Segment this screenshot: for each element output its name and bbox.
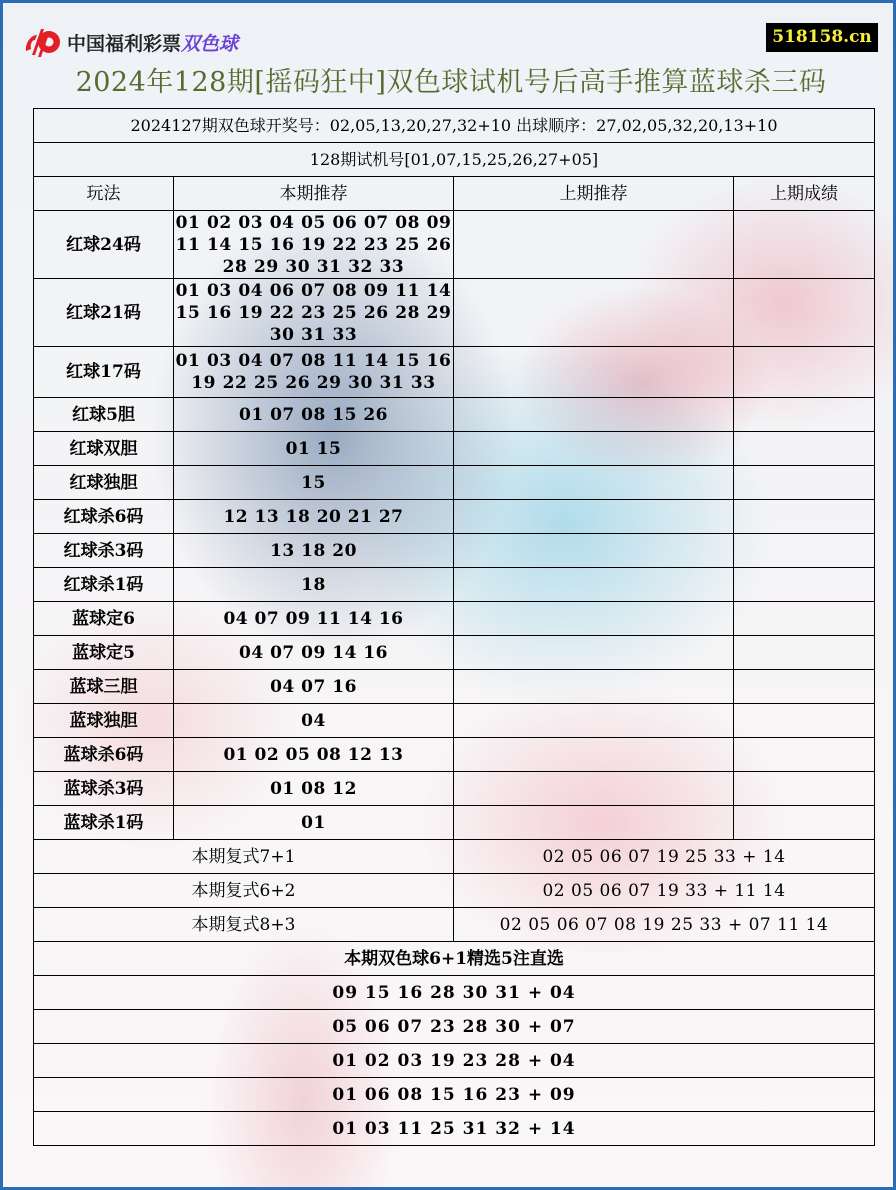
pick-value: 09 15 16 28 30 31 + 04 [34,976,875,1010]
row-value: 04 07 16 [174,670,454,704]
row-label: 蓝球定5 [34,636,174,670]
row-label: 红球17码 [34,347,174,398]
table-row [34,500,875,534]
row-result [734,398,875,432]
row-label: 蓝球独胆 [34,704,174,738]
row-prev [454,432,734,466]
row-prev [454,806,734,840]
table-row [34,704,875,738]
row-prev [454,772,734,806]
row-value: 01 08 12 [174,772,454,806]
row-label: 红球杀1码 [34,568,174,602]
last-draw-row [34,109,875,143]
row-result [734,279,875,347]
trial-numbers-info: 128期试机号[01,07,15,25,26,27+05] [34,143,875,177]
row-result [734,704,875,738]
row-result [734,738,875,772]
row-value: 04 07 09 14 16 [174,636,454,670]
table-header-row [34,177,875,211]
row-prev [454,704,734,738]
header-previous-result: 上期成绩 [734,177,875,211]
row-prev [454,568,734,602]
table-row [34,534,875,568]
combo-value: 02 05 06 07 19 33 + 11 14 [454,874,875,908]
table-row [34,568,875,602]
row-prev [454,670,734,704]
row-prev [454,347,734,398]
row-label: 蓝球定6 [34,602,174,636]
row-result [734,500,875,534]
row-label: 红球双胆 [34,432,174,466]
picks-title: 本期双色球6+1精选5注直选 [34,942,875,976]
row-result [734,534,875,568]
row-value: 01 15 [174,432,454,466]
row-value: 15 [174,466,454,500]
row-label: 红球独胆 [34,466,174,500]
row-result [734,432,875,466]
table-row [34,806,875,840]
table-row [34,738,875,772]
row-value: 01 07 08 15 26 [174,398,454,432]
row-label: 红球24码 [34,211,174,279]
table-row [34,432,875,466]
combo-value: 02 05 06 07 08 19 25 33 + 07 11 14 [454,908,875,942]
row-label: 红球杀3码 [34,534,174,568]
row-prev [454,602,734,636]
pick-row [34,1078,875,1112]
combo-label: 本期复式8+3 [34,908,454,942]
logo-text: 中国福利彩票 [67,32,182,55]
row-label: 蓝球三胆 [34,670,174,704]
table-row [34,602,875,636]
row-result [734,347,875,398]
header-previous-pick: 上期推荐 [454,177,734,211]
row-prev [454,466,734,500]
pick-value: 01 02 03 19 23 28 + 04 [34,1044,875,1078]
row-label: 红球杀6码 [34,500,174,534]
table-row [34,347,875,398]
table-row [34,636,875,670]
row-label: 红球21码 [34,279,174,347]
row-value: 04 [174,704,454,738]
logo-accent-text: 双色球 [181,32,239,55]
row-label: 红球5胆 [34,398,174,432]
prediction-table [33,108,875,1146]
row-result [734,568,875,602]
pick-row [34,976,875,1010]
row-result [734,211,875,279]
row-value: 01 02 03 04 05 06 07 08 09 11 14 15 16 19 22 23 25 26 28 29 30 31 32 33 [174,211,454,279]
pick-value: 01 06 08 15 16 23 + 09 [34,1078,875,1112]
combo-row [34,840,875,874]
row-result [734,806,875,840]
pick-value: 01 03 11 25 31 32 + 14 [34,1112,875,1146]
row-prev [454,636,734,670]
row-prev [454,279,734,347]
combo-row [34,874,875,908]
row-label: 蓝球杀6码 [34,738,174,772]
last-draw-info: 2024127期双色球开奖号：02,05,13,20,27,32+10 出球顺序：27,02,05,32,20,13+10 [34,109,875,143]
table-row [34,466,875,500]
row-prev [454,534,734,568]
pick-row [34,1044,875,1078]
pick-row [34,1010,875,1044]
table-row [34,670,875,704]
row-value: 18 [174,568,454,602]
row-result [734,602,875,636]
header-current-pick: 本期推荐 [174,177,454,211]
row-value: 01 02 05 08 12 13 [174,738,454,772]
row-value: 01 03 04 06 07 08 09 11 14 15 16 19 22 23 25 26 28 29 30 31 33 [174,279,454,347]
lottery-logo [23,25,238,59]
row-label: 蓝球杀1码 [34,806,174,840]
row-prev [454,398,734,432]
combo-label: 本期复式6+2 [34,874,454,908]
table-row [34,398,875,432]
row-result [734,636,875,670]
pick-row [34,1112,875,1146]
row-prev [454,500,734,534]
row-value: 13 18 20 [174,534,454,568]
page-title: 2024年128期[摇码狂中]双色球试机号后高手推算蓝球杀三码 [75,67,827,98]
row-value: 01 03 04 07 08 11 14 15 16 19 22 25 26 29 30 31 33 [174,347,454,398]
picks-title-row [34,942,875,976]
row-prev [454,211,734,279]
combo-row [34,908,875,942]
combo-value: 02 05 06 07 19 25 33 + 14 [454,840,875,874]
cwl-logo-icon [23,25,63,59]
row-value: 01 [174,806,454,840]
trial-numbers-row [34,143,875,177]
pick-value: 05 06 07 23 28 30 + 07 [34,1010,875,1044]
page-frame [3,3,893,1187]
table-row [34,279,875,347]
table-row [34,772,875,806]
site-badge[interactable]: 518158.cn [766,23,878,52]
combo-label: 本期复式7+1 [34,840,454,874]
table-row [34,211,875,279]
row-result [734,466,875,500]
row-prev [454,738,734,772]
row-label: 蓝球杀3码 [34,772,174,806]
header-play-type: 玩法 [34,177,174,211]
row-value: 04 07 09 11 14 16 [174,602,454,636]
row-result [734,670,875,704]
row-value: 12 13 18 20 21 27 [174,500,454,534]
row-result [734,772,875,806]
